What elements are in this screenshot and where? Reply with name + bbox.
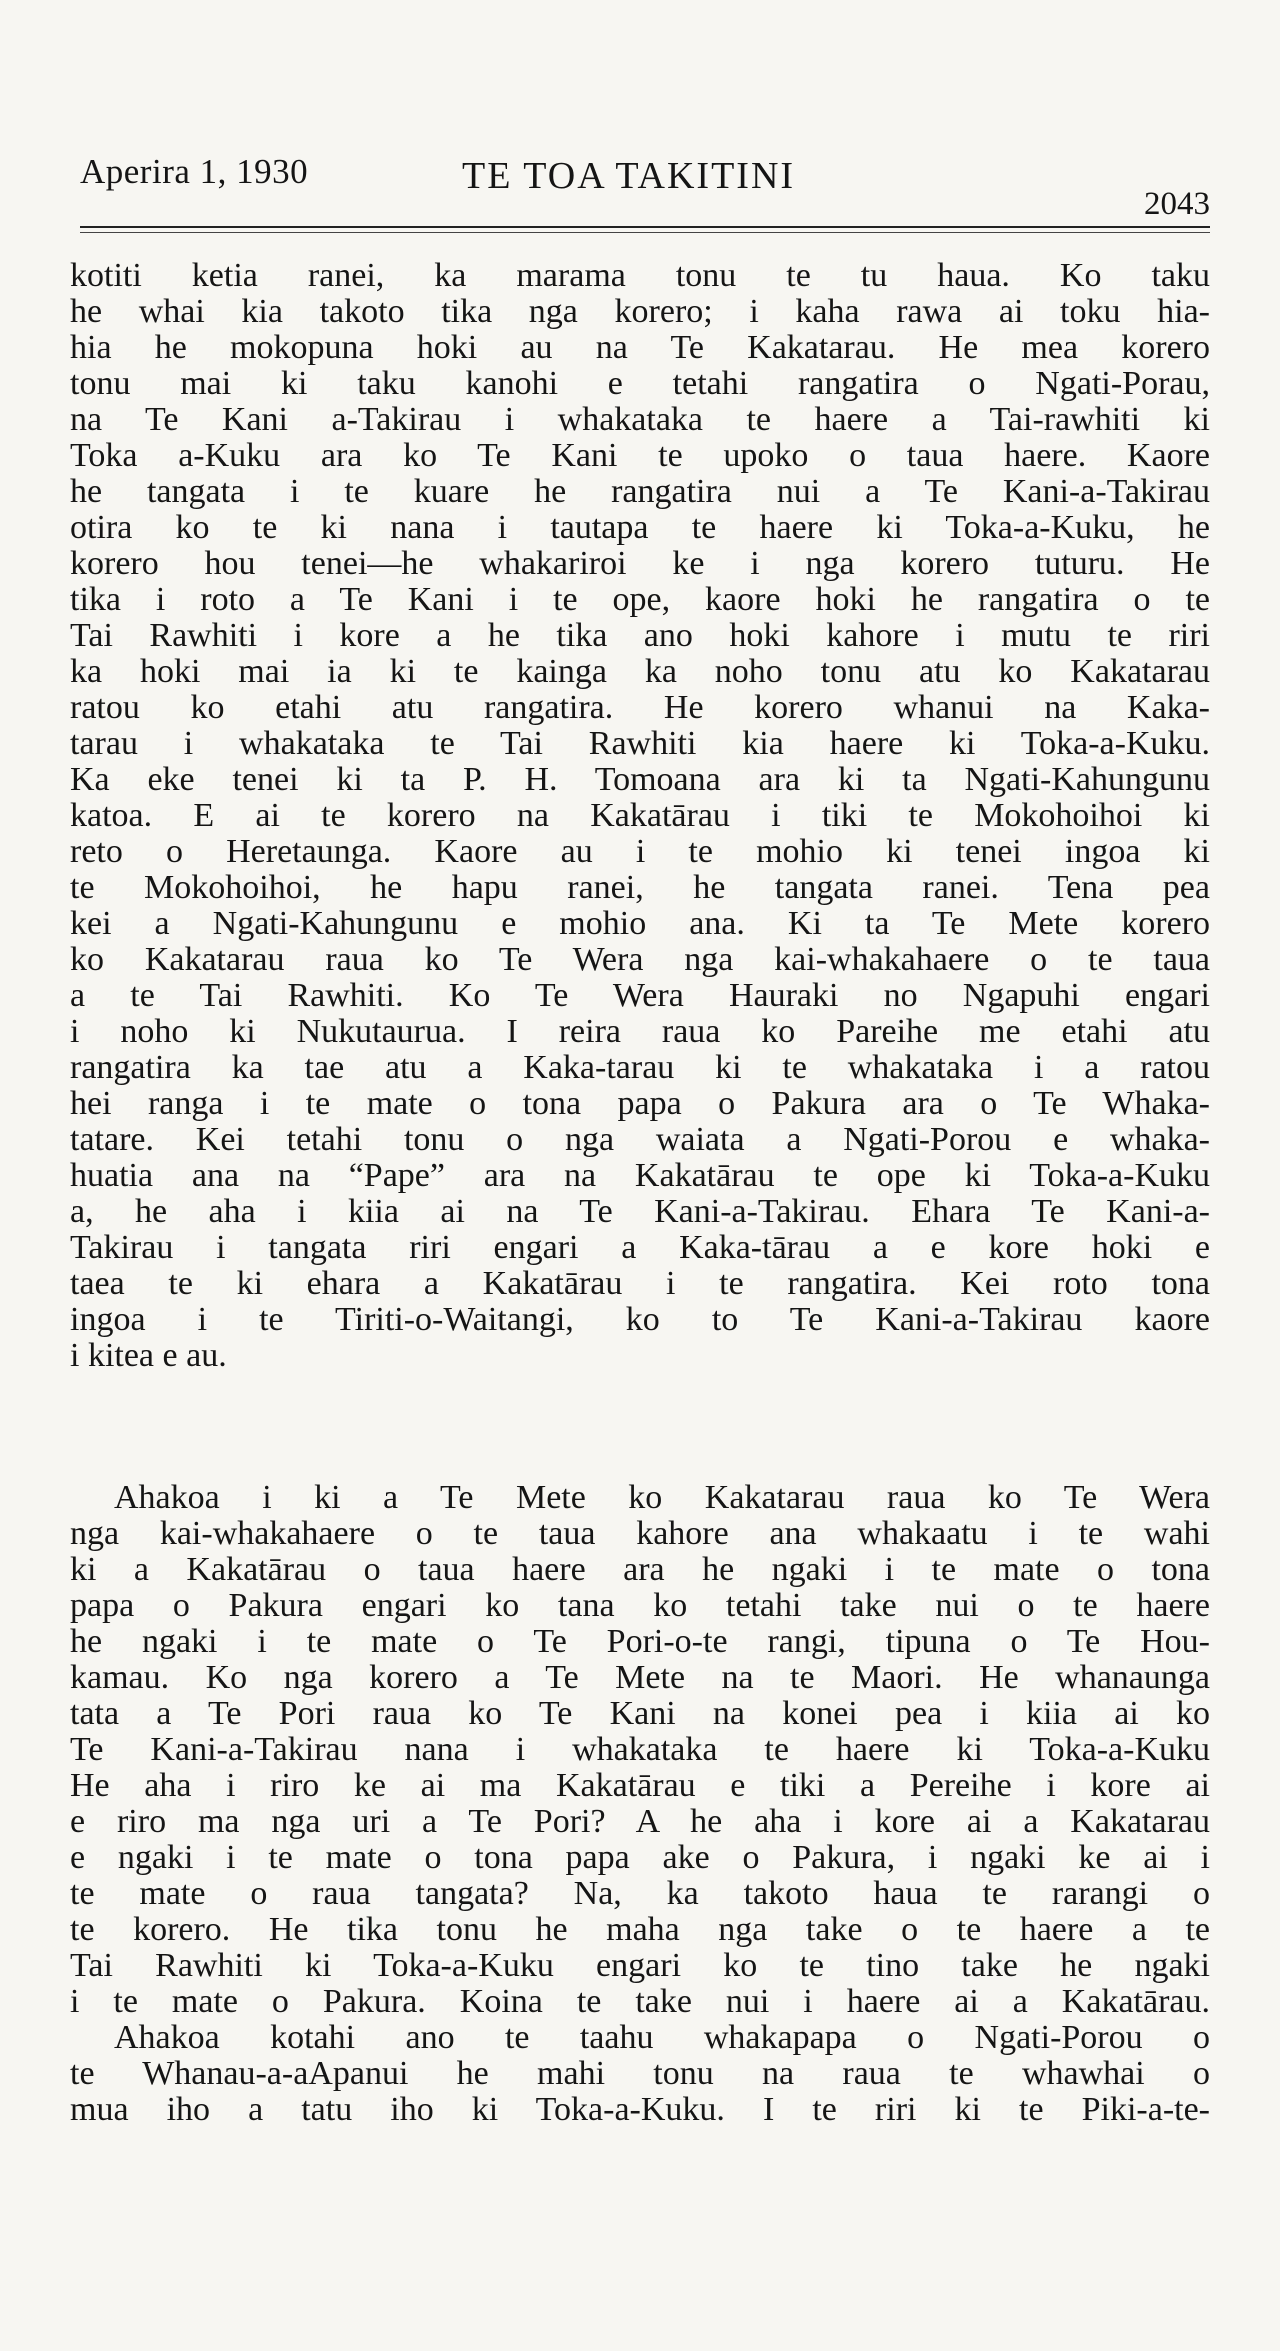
text-line: i noho ki Nukutaurua. I reira raua ko Pareihe me etahi atu: [70, 1014, 1210, 1050]
text-line: a te Tai Rawhiti. Ko Te Wera Hauraki no Ngapuhi engari: [70, 978, 1210, 1014]
header-date: Aperira 1, 1930: [80, 152, 309, 191]
text-line: kei a Ngati-Kahungunu e mohio ana. Ki ta Te Mete korero: [70, 906, 1210, 942]
text-line: e ngaki i te mate o tona papa ake o Pakura, i ngaki ke ai i: [70, 1840, 1210, 1876]
text-line: tonu mai ki taku kanohi e tetahi rangatira o Ngati-Porau,: [70, 366, 1210, 402]
text-line: i te mate o Pakura. Koina te take nui i haere ai a Kakatārau.: [70, 1984, 1210, 2020]
page-number: 2043: [1144, 186, 1210, 222]
header-rule-thin: [80, 232, 1210, 233]
text-line: kamau. Ko nga korero a Te Mete na te Maori. He whanaunga: [70, 1660, 1210, 1696]
text-line: katoa. E ai te korero na Kakatārau i tiki te Mokohoihoi ki: [70, 798, 1210, 834]
text-line: Tai Rawhiti i kore a he tika ano hoki kahore i mutu te riri: [70, 618, 1210, 654]
text-line: rangatira ka tae atu a Kaka-tarau ki te whakataka i a ratou: [70, 1050, 1210, 1086]
text-line: papa o Pakura engari ko tana ko tetahi take nui o te haere: [70, 1588, 1210, 1624]
page-header: [80, 152, 1210, 234]
text-line: te korero. He tika tonu he maha nga take o te haere a te: [70, 1912, 1210, 1948]
text-line: reto o Heretaunga. Kaore au i te mohio ki tenei ingoa ki: [70, 834, 1210, 870]
text-line: he tangata i te kuare he rangatira nui a Te Kani-a-Takirau: [70, 474, 1210, 510]
text-line: tika i roto a Te Kani i te ope, kaore hoki he rangatira o te: [70, 582, 1210, 618]
text-line: Ahakoa i ki a Te Mete ko Kakatarau raua ko Te Wera: [114, 1480, 1210, 1516]
text-line: Tai Rawhiti ki Toka-a-Kuku engari ko te tino take he ngaki: [70, 1948, 1210, 1984]
text-line: ko Kakatarau raua ko Te Wera nga kai-whakahaere o te taua: [70, 942, 1210, 978]
header-rule: [80, 226, 1210, 228]
text-line: te Mokohoihoi, he hapu ranei, he tangata ranei. Tena pea: [70, 870, 1210, 906]
publication-title: TE TOA TAKITINI: [462, 155, 796, 197]
text-line: he ngaki i te mate o Te Pori-o-te rangi, tipuna o Te Hou-: [70, 1624, 1210, 1660]
text-line: tatare. Kei tetahi tonu o nga waiata a Ngati-Porou e whaka-: [70, 1122, 1210, 1158]
text-line: taea te ki ehara a Kakatārau i te rangatira. Kei roto tona: [70, 1266, 1210, 1302]
text-line: kotiti ketia ranei, ka marama tonu te tu haua. Ko taku: [70, 258, 1210, 294]
text-line: ka hoki mai ia ki te kainga ka noho tonu atu ko Kakatarau: [70, 654, 1210, 690]
body-paragraph-2: [70, 1480, 1210, 2128]
text-line: Ka eke tenei ki ta P. H. Tomoana ara ki ta Ngati-Kahungunu: [70, 762, 1210, 798]
text-line: hia he mokopuna hoki au na Te Kakatarau. He mea korero: [70, 330, 1210, 366]
body-paragraph-1: [70, 258, 1210, 1374]
text-line: ingoa i te Tiriti-o-Waitangi, ko to Te Kani-a-Takirau kaore: [70, 1302, 1210, 1338]
text-line: e riro ma nga uri a Te Pori? A he aha i kore ai a Kakatarau: [70, 1804, 1210, 1840]
text-line: Te Kani-a-Takirau nana i whakataka te haere ki Toka-a-Kuku: [70, 1732, 1210, 1768]
text-line: te Whanau-a-aApanui he mahi tonu na raua te whawhai o: [70, 2056, 1210, 2092]
text-line: he whai kia takoto tika nga korero; i kaha rawa ai toku hia-: [70, 294, 1210, 330]
text-line: mua iho a tatu iho ki Toka-a-Kuku. I te riri ki te Piki-a-te-: [70, 2092, 1210, 2128]
text-line: Toka a-Kuku ara ko Te Kani te upoko o taua haere. Kaore: [70, 438, 1210, 474]
text-line: He aha i riro ke ai ma Kakatārau e tiki a Pereihe i kore ai: [70, 1768, 1210, 1804]
text-line: tarau i whakataka te Tai Rawhiti kia haere ki Toka-a-Kuku.: [70, 726, 1210, 762]
text-line: ratou ko etahi atu rangatira. He korero whanui na Kaka-: [70, 690, 1210, 726]
text-line: nga kai-whakahaere o te taua kahore ana whakaatu i te wahi: [70, 1516, 1210, 1552]
text-line: Ahakoa kotahi ano te taahu whakapapa o Ngati-Porou o: [114, 2020, 1210, 2056]
text-line: Takirau i tangata riri engari a Kaka-tārau a e kore hoki e: [70, 1230, 1210, 1266]
text-line: korero hou tenei—he whakariroi ke i nga korero tuturu. He: [70, 546, 1210, 582]
text-line: tata a Te Pori raua ko Te Kani na konei pea i kiia ai ko: [70, 1696, 1210, 1732]
text-line: na Te Kani a-Takirau i whakataka te haere a Tai-rawhiti ki: [70, 402, 1210, 438]
text-line: i kitea e au.: [70, 1338, 227, 1374]
text-line: ki a Kakatārau o taua haere ara he ngaki i te mate o tona: [70, 1552, 1210, 1588]
text-line: huatia ana na “Pape” ara na Kakatārau te ope ki Toka-a-Kuku: [70, 1158, 1210, 1194]
text-line: otira ko te ki nana i tautapa te haere ki Toka-a-Kuku, he: [70, 510, 1210, 546]
text-line: hei ranga i te mate o tona papa o Pakura ara o Te Whaka-: [70, 1086, 1210, 1122]
text-line: a, he aha i kiia ai na Te Kani-a-Takirau. Ehara Te Kani-a-: [70, 1194, 1210, 1230]
text-line: te mate o raua tangata? Na, ka takoto haua te rarangi o: [70, 1876, 1210, 1912]
